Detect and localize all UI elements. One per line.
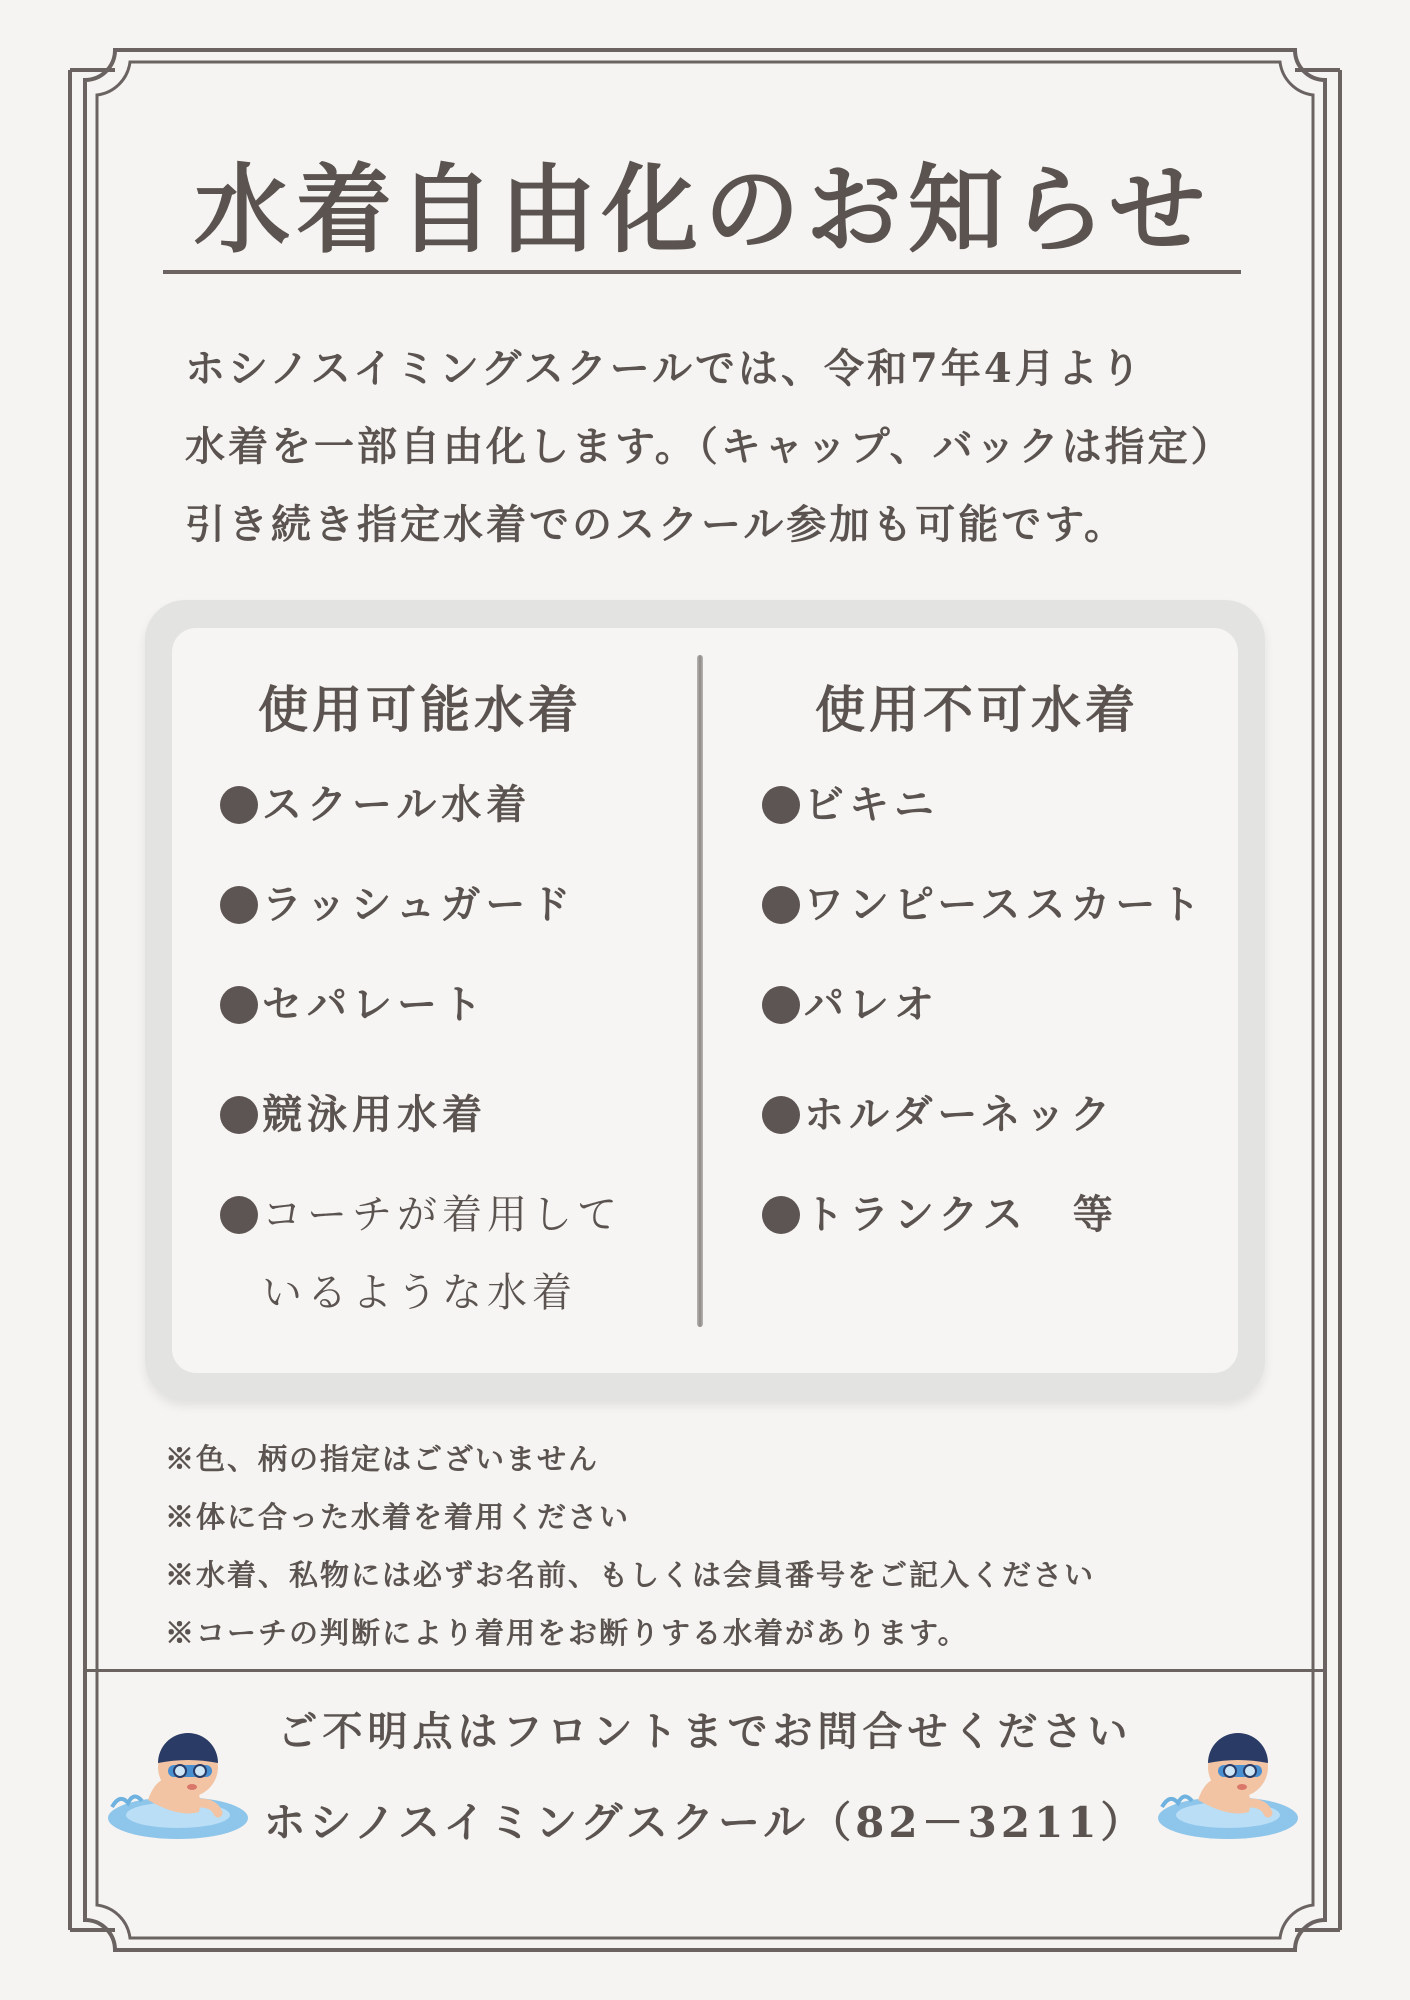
prohibited-item-label: トランクス 等	[804, 1191, 1118, 1238]
prohibited-item	[762, 975, 939, 1044]
prohibited-item	[762, 875, 1205, 944]
bullet-icon	[762, 786, 800, 824]
bullet-icon	[762, 1196, 800, 1234]
swimmer-icon	[100, 1715, 250, 1845]
bullet-icon	[762, 1096, 800, 1134]
intro-line: ホシノスイミングスクールでは、令和7年4月より	[185, 345, 1144, 392]
bullet-icon	[762, 886, 800, 924]
allowed-item	[220, 1185, 622, 1254]
swimmer-icon	[1150, 1715, 1300, 1845]
intro-line: 引き続き指定水着でのスクール参加も可能です。	[185, 501, 1127, 548]
allowed-heading: 使用可能水着	[258, 680, 582, 739]
prohibited-item-label: ホルダーネック	[804, 1091, 1116, 1138]
allowed-item-continuation	[262, 1263, 577, 1332]
note-item: ※水着、私物には必ずお名前、もしくは会員番号をご記入ください	[165, 1558, 1096, 1592]
bullet-icon	[220, 1096, 258, 1134]
bullet-icon	[220, 786, 258, 824]
contact-school-phone: ホシノスイミングスクール（82－3211）	[263, 1798, 1147, 1847]
contact-message: ご不明点はフロントまでお問合せください	[277, 1708, 1133, 1755]
allowed-item	[220, 975, 487, 1044]
bullet-icon	[762, 986, 800, 1024]
prohibited-item-label: ワンピーススカート	[804, 881, 1206, 928]
note-item: ※体に合った水着を着用ください	[165, 1500, 631, 1534]
allowed-item-label: セパレート	[262, 981, 487, 1028]
allowed-item	[220, 1085, 487, 1154]
intro-line: 水着を一部自由化します。（キャップ、バックは指定）	[185, 423, 1234, 470]
prohibited-heading: 使用不可水着	[815, 680, 1139, 739]
prohibited-item	[762, 1085, 1115, 1154]
bullet-icon	[220, 886, 258, 924]
footer-divider	[85, 1669, 1325, 1672]
page-title: 水着自由化のお知らせ	[193, 153, 1212, 266]
prohibited-item	[762, 775, 939, 844]
allowed-item	[220, 875, 575, 944]
prohibited-item-label: ビキニ	[804, 781, 939, 828]
intro-text	[185, 330, 1285, 564]
notes-list	[165, 1430, 1095, 1662]
allowed-item	[220, 775, 531, 844]
allowed-item-label: 競泳用水着	[262, 1091, 487, 1138]
allowed-item-label: ラッシュガード	[262, 881, 576, 928]
title-underline	[163, 270, 1241, 274]
allowed-item-label: いるような水着	[262, 1270, 577, 1316]
bullet-icon	[220, 986, 258, 1024]
note-item: ※コーチの判断により着用をお断りする水着があります。	[165, 1616, 969, 1650]
bullet-icon	[220, 1196, 258, 1234]
note-item: ※色、柄の指定はございません	[165, 1442, 600, 1476]
prohibited-item-label: パレオ	[804, 981, 939, 1028]
prohibited-item	[762, 1185, 1118, 1254]
allowed-item-label: コーチが着用して	[262, 1192, 622, 1238]
allowed-item-label: スクール水着	[262, 781, 532, 828]
column-divider	[697, 655, 703, 1327]
